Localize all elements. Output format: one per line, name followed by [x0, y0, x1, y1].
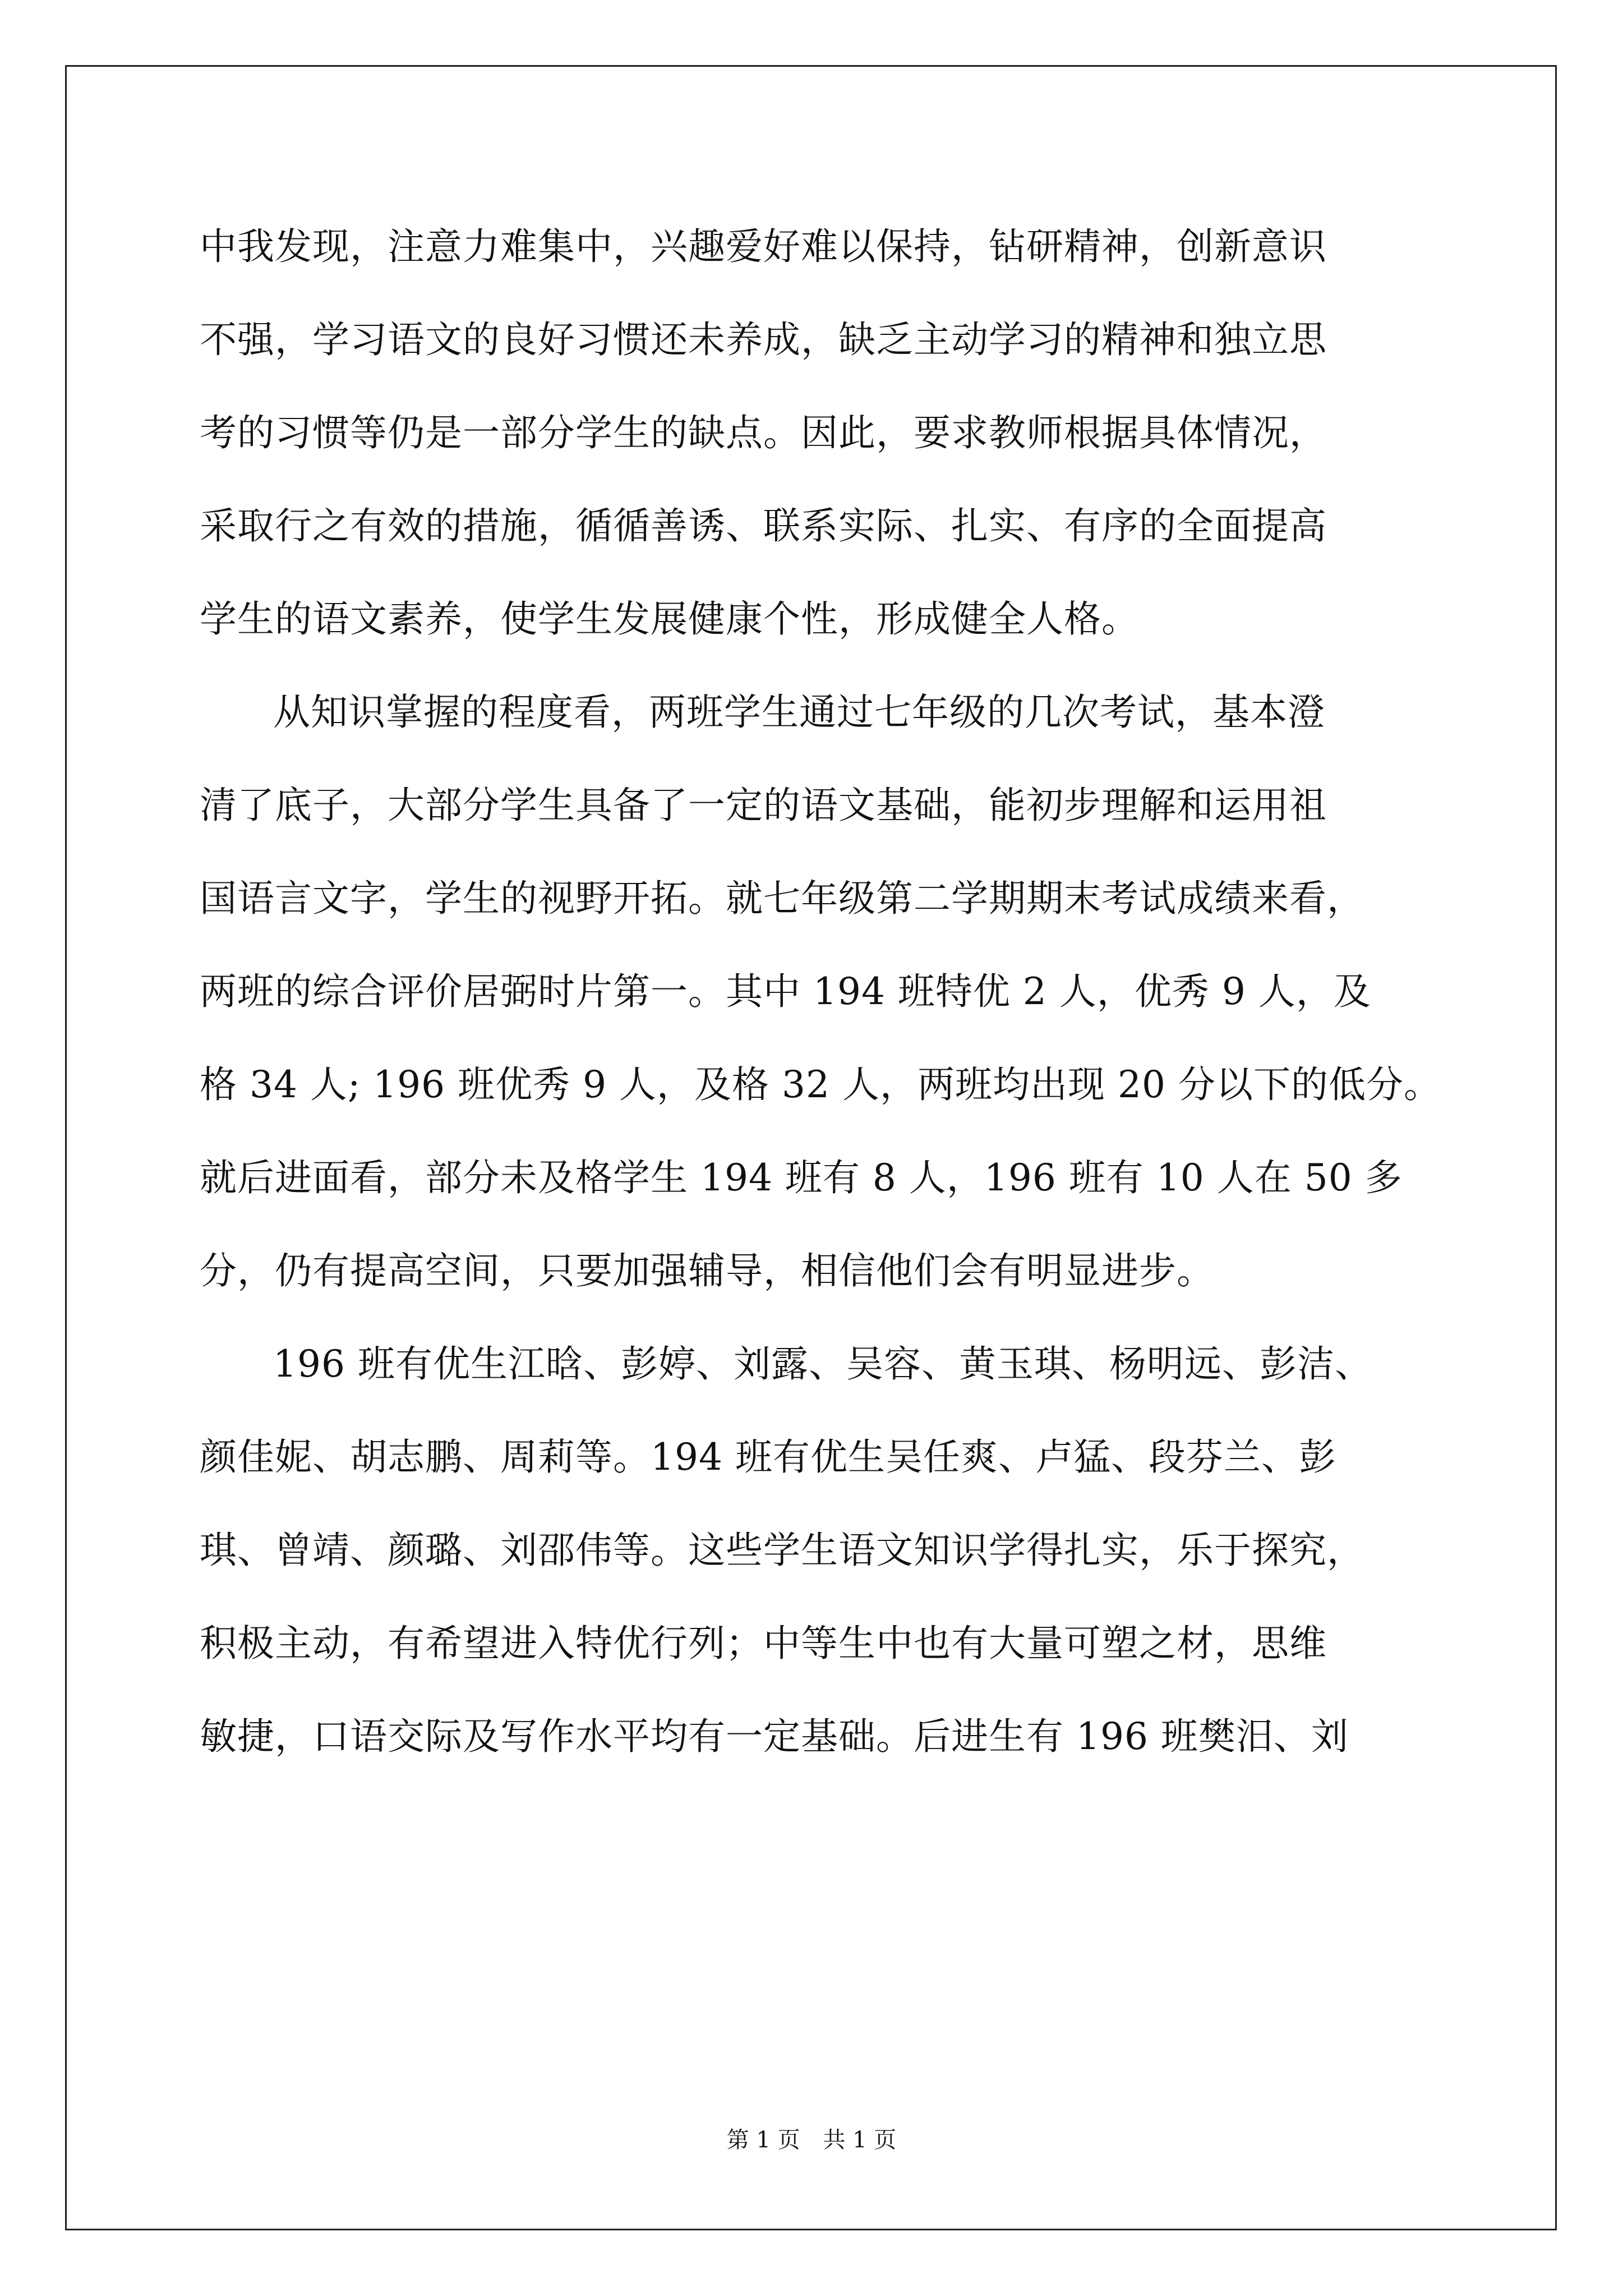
paragraph-1-line-4: 采取行之有效的措施，循循善诱、联系实际、扎实、有序的全面提高	[200, 504, 1327, 547]
paragraph-1-line-1: 中我发现，注意力难集中，兴趣爱好难以保持，钻研精神，创新意识	[200, 225, 1327, 268]
paragraph-2-line-7: 分，仍有提高空间，只要加强辅导，相信他们会有明显进步。	[200, 1249, 1214, 1292]
paragraph-2-line-2: 清了底子，大部分学生具备了一定的语文基础，能初步理解和运用祖	[200, 784, 1327, 827]
page-total-label: 共 1 页	[823, 2127, 897, 2153]
paragraph-1-line-2: 不强，学习语文的良好习惯还未养成，缺乏主动学习的精神和独立思	[200, 318, 1327, 361]
paragraph-1-line-5: 学生的语文素养，使学生发展健康个性，形成健全人格。	[200, 597, 1139, 641]
paragraph-3-line-2: 颜佳妮、胡志鹏、周莉等。194 班有优生吴任爽、卢猛、段芬兰、彭	[200, 1435, 1336, 1479]
page-border	[65, 65, 1557, 2230]
page-number-label: 第 1 页	[726, 2127, 800, 2153]
paragraph-2-line-3: 国语言文字，学生的视野开拓。就七年级第二学期期末考试成绩来看，	[200, 877, 1364, 920]
paragraph-2-line-6: 就后进面看，部分未及格学生 194 班有 8 人，196 班有 10 人在 50 多	[200, 1156, 1403, 1199]
paragraph-2-line-4: 两班的综合评价居弼时片第一。其中 194 班特优 2 人，优秀 9 人，及	[200, 970, 1371, 1013]
paragraph-3-line-1: 196 班有优生江晗、彭婷、刘露、吴容、黄玉琪、杨明远、彭洁、	[273, 1342, 1372, 1386]
paragraph-2-line-1: 从知识掌握的程度看，两班学生通过七年级的几次考试，基本澄	[273, 691, 1325, 734]
paragraph-2-line-5: 格 34 人; 196 班优秀 9 人，及格 32 人，两班均出现 20 分以下的低分。	[200, 1063, 1441, 1106]
paragraph-3-line-3: 琪、曾靖、颜璐、刘邵伟等。这些学生语文知识学得扎实，乐于探究，	[200, 1529, 1364, 1572]
page-footer	[0, 2126, 1623, 2154]
paragraph-3-line-5: 敏捷，口语交际及写作水平均有一定基础。后进生有 196 班樊汨、刘	[200, 1715, 1349, 1758]
paragraph-3-line-4: 积极主动，有希望进入特优行列；中等生中也有大量可塑之材，思维	[200, 1622, 1327, 1665]
paragraph-1-line-3: 考的习惯等仍是一部分学生的缺点。因此，要求教师根据具体情况，	[200, 411, 1327, 454]
